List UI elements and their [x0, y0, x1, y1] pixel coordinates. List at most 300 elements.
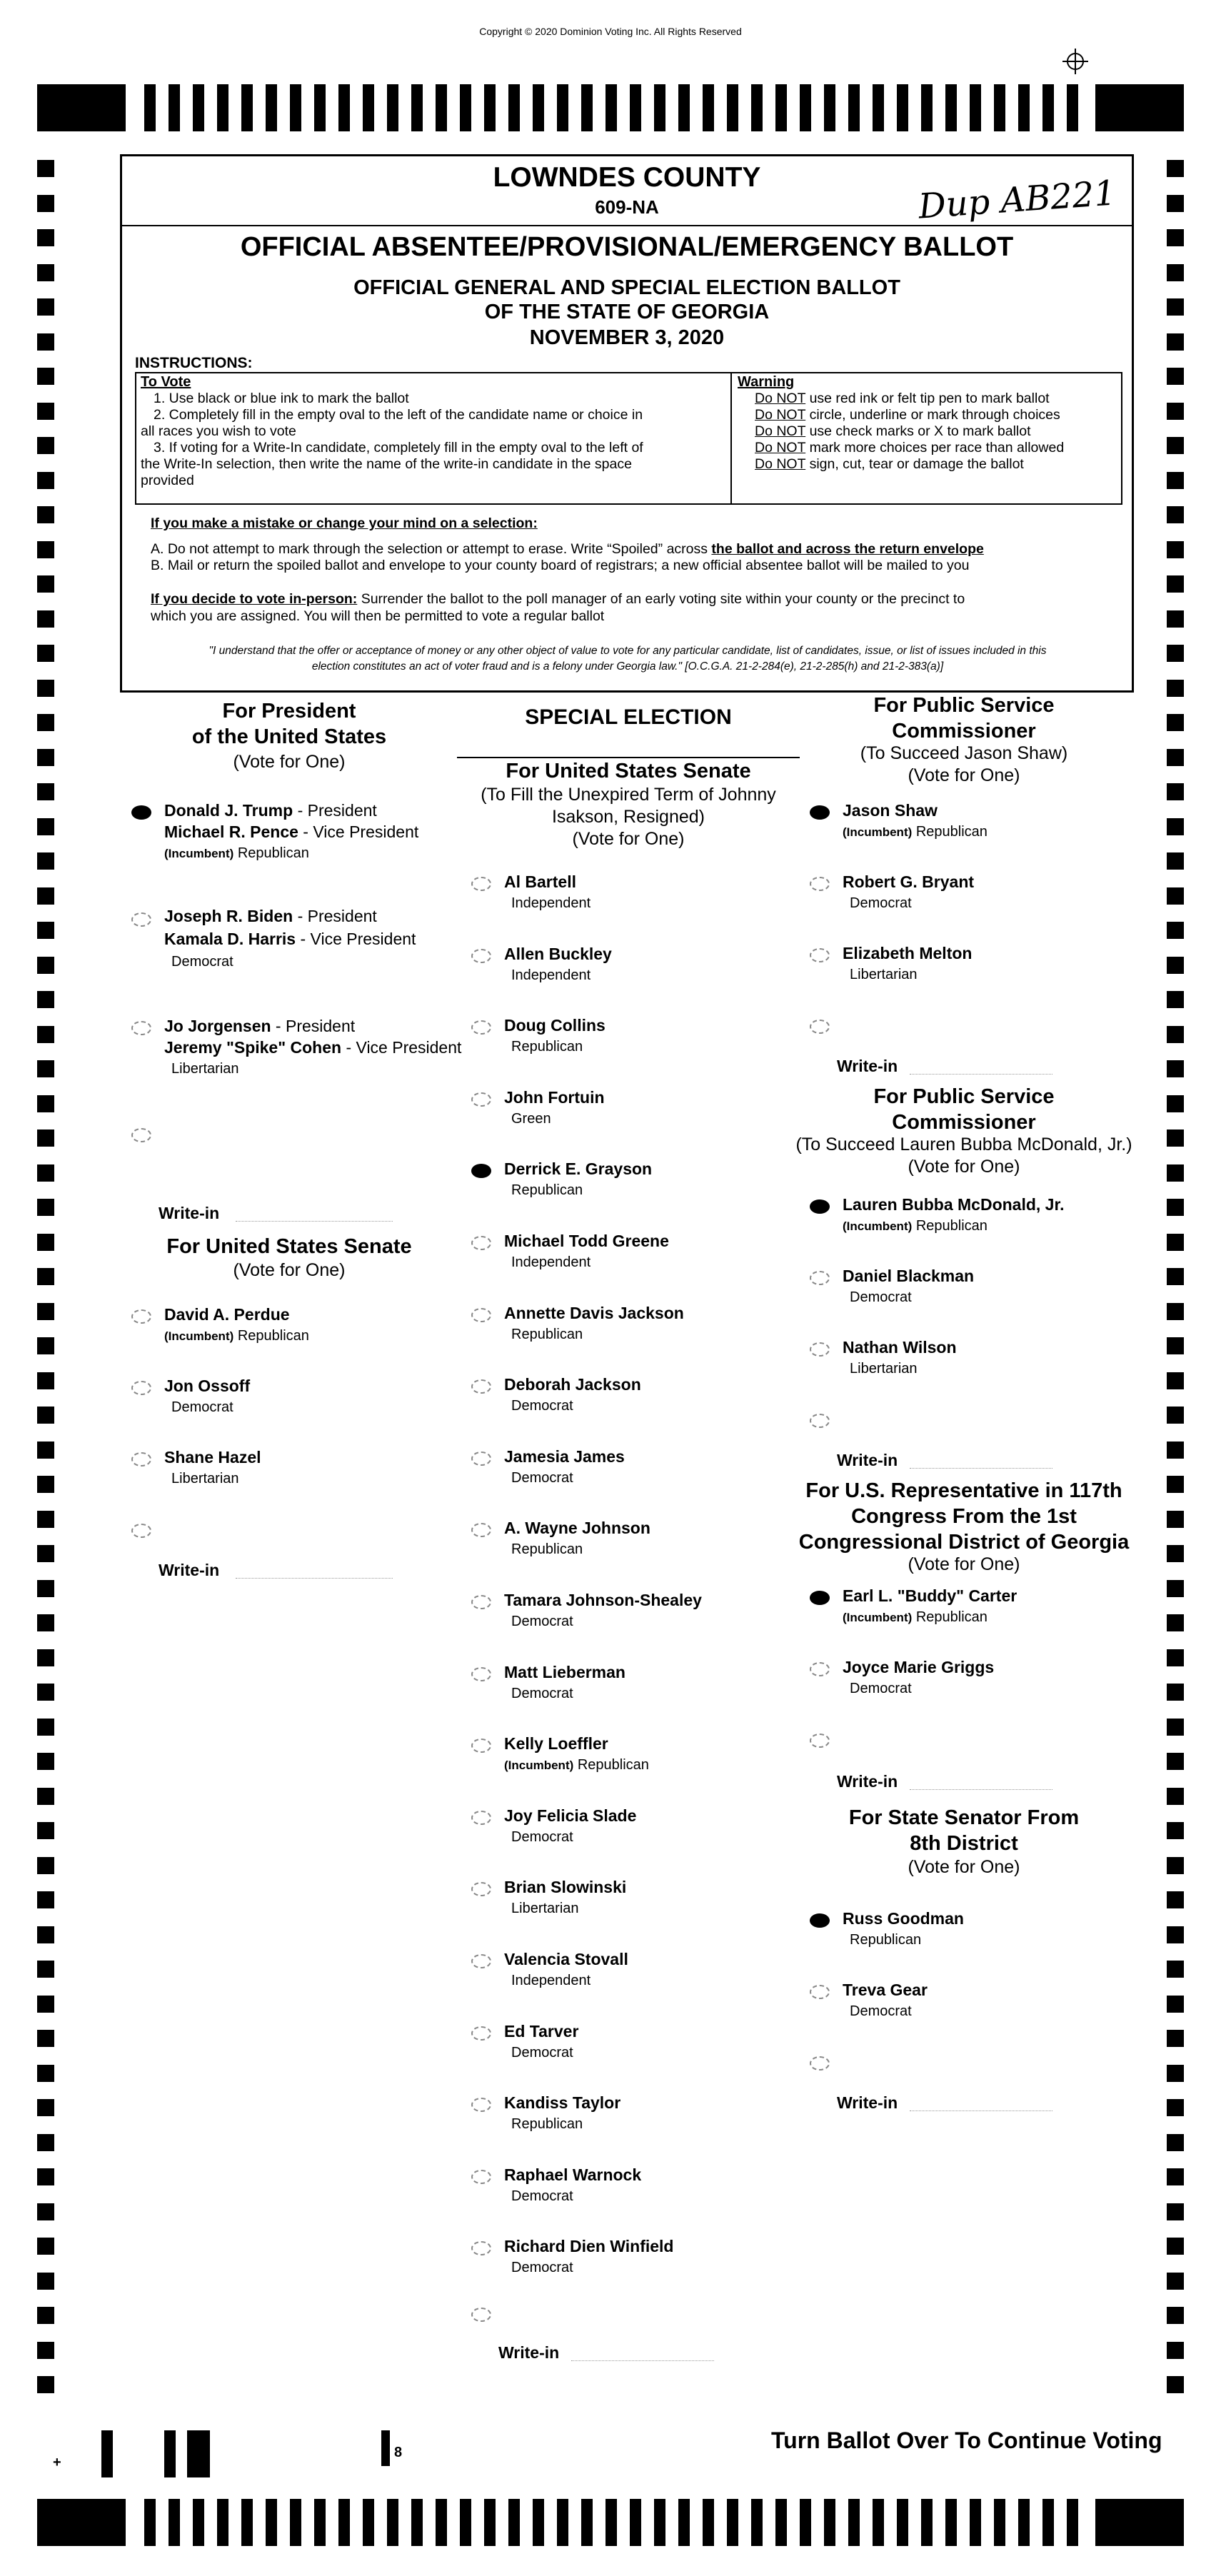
timing-mark — [37, 1164, 54, 1182]
timing-bar-block — [1095, 84, 1184, 131]
psc-shaw-oval[interactable] — [810, 877, 830, 891]
timing-mark — [1167, 1337, 1184, 1354]
senate-oval-perdue[interactable] — [131, 1309, 151, 1324]
candidate-party: Independent — [511, 1254, 591, 1270]
timing-mark — [37, 1095, 54, 1112]
timing-bar — [411, 84, 423, 131]
to-vote-line: provided — [141, 473, 194, 488]
timing-bar — [945, 84, 957, 131]
candidate-name: Kelly Loeffler — [504, 1734, 608, 1754]
write-in-line[interactable] — [910, 1074, 1052, 1075]
timing-mark — [1167, 1614, 1184, 1631]
timing-mark — [37, 714, 54, 731]
timing-mark — [37, 437, 54, 454]
congress-vote-for: (Vote for One) — [908, 1554, 1020, 1574]
timing-mark — [37, 195, 54, 212]
timing-mark — [37, 1442, 54, 1459]
timing-bar — [460, 2499, 471, 2546]
special-senate-oval[interactable] — [471, 1379, 491, 1394]
special-senate-write-in-oval[interactable] — [471, 2308, 491, 2322]
warning-line: Do NOT circle, underline or mark through choices — [755, 407, 1060, 423]
timing-mark — [37, 1303, 54, 1320]
timing-mark — [37, 368, 54, 385]
congress-title: For U.S. Representative in 117th Congress From the 1st Congressional District of Georgia — [798, 1479, 1130, 1554]
timing-mark — [1167, 1303, 1184, 1320]
timing-mark — [37, 1614, 54, 1631]
congress-oval[interactable] — [810, 1591, 830, 1605]
senate-oval-hazel[interactable] — [131, 1452, 151, 1466]
candidate-party: Libertarian — [850, 1361, 918, 1377]
candidate-name: Shane Hazel — [164, 1448, 261, 1466]
timing-bar — [581, 84, 593, 131]
timing-bar — [557, 84, 568, 131]
psc-mcdonald-oval[interactable] — [810, 1199, 830, 1214]
timing-mark — [1167, 1164, 1184, 1182]
footer-mark — [101, 2430, 113, 2477]
president-oval-jorgensen[interactable] — [131, 1021, 151, 1035]
write-in-label: Write-in — [837, 2093, 898, 2112]
in-person-line-2: which you are assigned. You will then be permitted to vote a regular ballot — [151, 608, 605, 624]
timing-mark — [37, 1060, 54, 1077]
special-senate-oval[interactable] — [471, 1451, 491, 1466]
timing-bar — [751, 84, 763, 131]
timing-mark — [1167, 1719, 1184, 1736]
candidate-party: Libertarian — [511, 1901, 579, 1917]
special-senate-oval[interactable] — [471, 1882, 491, 1896]
timing-bar — [266, 84, 277, 131]
timing-mark — [1167, 1891, 1184, 1908]
timing-bar — [678, 84, 690, 131]
write-in-line[interactable] — [910, 2110, 1052, 2111]
candidate-party: Democrat — [850, 1289, 912, 1305]
state-senate-vote-for: (Vote for One) — [908, 1857, 1020, 1877]
psc-mcdonald-oval[interactable] — [810, 1342, 830, 1357]
candidate-name: Raphael Warnock — [504, 2165, 642, 2184]
timing-mark — [37, 160, 54, 177]
psc-shaw-oval[interactable] — [810, 805, 830, 820]
timing-bar — [581, 2499, 593, 2546]
instructions-heading: INSTRUCTIONS: — [135, 355, 253, 371]
timing-mark — [1167, 575, 1184, 593]
candidate-party: Democrat — [511, 1398, 573, 1414]
candidate-party: Republican — [511, 1541, 583, 1558]
timing-bar — [193, 84, 204, 131]
timing-bar — [945, 2499, 957, 2546]
special-senate-oval[interactable] — [471, 1595, 491, 1609]
candidate-name: Joy Felicia Slade — [504, 1806, 637, 1825]
candidate-party: Democrat — [511, 1685, 573, 1701]
president-write-in-label: Write-in — [159, 1204, 220, 1222]
timing-bar — [727, 2499, 738, 2546]
congress-write-in-oval[interactable] — [810, 1734, 830, 1748]
timing-bar — [314, 84, 326, 131]
timing-mark — [1167, 1234, 1184, 1251]
timing-bar — [436, 2499, 447, 2546]
timing-bar — [290, 84, 301, 131]
timing-mark — [37, 229, 54, 246]
timing-mark — [37, 1891, 54, 1908]
write-in-line[interactable] — [910, 1789, 1052, 1790]
timing-mark — [1167, 1753, 1184, 1770]
timing-bar — [751, 2499, 763, 2546]
timing-mark — [1167, 1788, 1184, 1805]
voter-fraud-oath: "I understand that the offer or acceptance of money or any other object of value to vote for any particular candidate, list of candidates, issue, or list of issues included in this election constitutes an act of voter fraud and is a felony under Georgia law." [O.C.G.A. 21-2-284(e), 21-2-285(h) and 21-2-383(a)] — [208, 645, 1047, 673]
timing-mark — [1167, 957, 1184, 974]
candidate-party: Libertarian — [850, 967, 918, 982]
special-senate-oval[interactable] — [471, 2098, 491, 2112]
candidate-name: Jason Shaw — [843, 801, 938, 820]
timing-mark — [37, 575, 54, 593]
candidate-name: Al Bartell — [504, 872, 576, 891]
special-senate-oval[interactable] — [471, 2170, 491, 2184]
psc-shaw-title: For Public Service Commissioner — [873, 694, 1055, 743]
timing-mark — [37, 1857, 54, 1874]
write-in-line[interactable] — [571, 2360, 714, 2361]
candidate-name: Brian Slowinski — [504, 1878, 627, 1897]
timing-mark — [37, 2342, 54, 2359]
senate-write-in-label: Write-in — [159, 1561, 220, 1579]
candidate-party: (Incumbent) Republican — [843, 1218, 988, 1234]
timing-bar — [1018, 84, 1030, 131]
special-senate-oval[interactable] — [471, 1020, 491, 1035]
special-senate-oval[interactable] — [471, 1308, 491, 1322]
timing-bar — [169, 84, 180, 131]
special-senate-oval[interactable] — [471, 1236, 491, 1250]
timing-mark — [1167, 991, 1184, 1008]
special-senate-oval[interactable] — [471, 1811, 491, 1825]
special-senate-oval[interactable] — [471, 1954, 491, 1968]
timing-bar — [921, 84, 933, 131]
timing-mark — [37, 1268, 54, 1285]
ballot-code: 609-NA — [595, 196, 659, 218]
timing-mark — [37, 541, 54, 558]
senate-title: For United States Senate — [166, 1235, 412, 1258]
timing-bar — [169, 2499, 180, 2546]
timing-bar — [533, 84, 544, 131]
candidate-party: Independent — [511, 895, 591, 911]
candidate-party: (Incumbent) Republican — [504, 1757, 649, 1773]
timing-bar — [970, 2499, 981, 2546]
candidate-name: Kandiss Taylor — [504, 2093, 621, 2113]
candidate-name: Treva Gear — [843, 1981, 928, 1999]
timing-mark — [37, 1337, 54, 1354]
timing-mark — [37, 991, 54, 1008]
candidate-party: Republican — [511, 1326, 583, 1342]
candidate-name: Richard Dien Winfield — [504, 2237, 674, 2256]
timing-bar — [1042, 2499, 1054, 2546]
timing-mark — [1167, 1060, 1184, 1077]
psc-mcdonald-write-in-oval[interactable] — [810, 1414, 830, 1428]
candidate-name: Nathan Wilson — [843, 1338, 957, 1357]
congress-oval[interactable] — [810, 1662, 830, 1676]
top-timing-marks — [37, 84, 1184, 131]
candidate-party: Democrat — [511, 2188, 573, 2204]
state-senate-oval[interactable] — [810, 1913, 830, 1928]
timing-bar — [606, 84, 617, 131]
timing-mark — [37, 1476, 54, 1493]
candidate-party: Democrat — [850, 1681, 912, 1696]
timing-bar — [1067, 2499, 1078, 2546]
candidate-party: Democrat — [511, 2044, 573, 2061]
to-vote-line: all races you wish to vote — [141, 423, 296, 439]
timing-mark — [37, 1822, 54, 1839]
state-senate-write-in-oval[interactable] — [810, 2056, 830, 2071]
election-subtitle-1: OFFICIAL GENERAL AND SPECIAL ELECTION BALLOT — [353, 276, 900, 299]
timing-mark — [1167, 922, 1184, 939]
running-mate-name: Michael R. Pence - Vice President — [164, 822, 419, 841]
special-senate-oval[interactable] — [471, 1164, 491, 1178]
timing-bar — [1042, 84, 1054, 131]
timing-mark — [37, 1545, 54, 1562]
timing-mark — [37, 2168, 54, 2185]
footer-mark — [187, 2430, 199, 2477]
candidate-party: Democrat — [511, 1828, 573, 1845]
timing-mark — [1167, 1822, 1184, 1839]
president-oval-trump[interactable] — [131, 805, 151, 820]
timing-mark — [37, 818, 54, 835]
to-vote-line: 3. If voting for a Write-In candidate, completely fill in the empty oval to the left of — [154, 440, 643, 456]
special-senate-oval[interactable] — [471, 1523, 491, 1537]
candidate-name: Jamesia James — [504, 1447, 625, 1466]
timing-mark — [1167, 1684, 1184, 1701]
header-divider — [122, 225, 1132, 226]
candidate-party: Republican — [511, 2116, 583, 2133]
timing-mark — [37, 1788, 54, 1805]
ballot-header — [120, 154, 1134, 693]
running-mate-name: Jeremy "Spike" Cohen - Vice President — [164, 1038, 462, 1057]
timing-mark — [37, 1996, 54, 2013]
timing-mark — [1167, 298, 1184, 316]
timing-bar — [217, 2499, 228, 2546]
special-senate-oval[interactable] — [471, 1092, 491, 1107]
timing-mark — [37, 2203, 54, 2220]
timing-bar — [848, 84, 860, 131]
special-senate-sub: (To Fill the Unexpired Term of Johnny Isakson, Resigned) (Vote for One) — [481, 785, 776, 849]
copyright-notice: Copyright © 2020 Dominion Voting Inc. All Rights Reserved — [479, 26, 742, 37]
timing-bar — [266, 2499, 277, 2546]
candidate-party: (Incumbent) Republican — [843, 824, 988, 840]
timing-bar — [460, 84, 471, 131]
candidate-party: Democrat — [850, 2003, 912, 2019]
candidate-party: Libertarian — [171, 1471, 239, 1486]
timing-mark — [37, 2238, 54, 2255]
president-oval-biden[interactable] — [131, 912, 151, 927]
timing-mark — [37, 264, 54, 281]
timing-mark — [1167, 195, 1184, 212]
special-senate-oval[interactable] — [471, 877, 491, 891]
psc-shaw-oval[interactable] — [810, 948, 830, 962]
timing-mark — [1167, 1580, 1184, 1597]
candidate-name: Robert G. Bryant — [843, 872, 975, 891]
psc-shaw-sub: (To Succeed Jason Shaw) (Vote for One) — [860, 743, 1068, 785]
senate-write-in-line[interactable] — [236, 1578, 393, 1579]
timing-bar — [775, 2499, 787, 2546]
timing-bar — [387, 84, 398, 131]
to-vote-line: 2. Completely fill in the empty oval to the left of the candidate name or choice in — [154, 407, 643, 423]
timing-bar — [994, 84, 1005, 131]
candidate-party: Democrat — [511, 1614, 573, 1629]
timing-mark — [1167, 852, 1184, 870]
timing-mark — [1167, 2238, 1184, 2255]
timing-mark — [37, 645, 54, 662]
timing-bar — [606, 2499, 617, 2546]
candidate-party: Republican — [511, 1182, 583, 1199]
candidate-name: Deborah Jackson — [504, 1375, 641, 1394]
candidate-party: (Incumbent) Republican — [164, 1328, 309, 1344]
handwritten-note: Dup AB221 — [917, 173, 1117, 227]
president-title: For President of the United States — [191, 700, 387, 748]
to-vote-line: the Write-In selection, then write the name of the write-in candidate in the space — [141, 456, 632, 472]
candidate-name: Allen Buckley — [504, 944, 612, 963]
timing-bar — [970, 84, 981, 131]
timing-mark — [1167, 264, 1184, 281]
timing-bar — [994, 2499, 1005, 2546]
candidate-party: Green — [511, 1110, 551, 1127]
timing-bar — [703, 2499, 714, 2546]
timing-mark — [37, 333, 54, 351]
timing-bar — [241, 2499, 253, 2546]
candidate-party: (Incumbent) Republican — [164, 845, 309, 861]
candidate-party: Democrat — [171, 954, 233, 970]
candidate-name: Joyce Marie Griggs — [843, 1658, 995, 1676]
timing-mark — [37, 2030, 54, 2047]
candidate-name: David A. Perdue — [164, 1305, 290, 1324]
warning-line: Do NOT mark more choices per race than allowed — [755, 440, 1065, 456]
candidate-party: Democrat — [511, 2260, 573, 2276]
timing-mark — [37, 1684, 54, 1701]
timing-bar — [654, 2499, 665, 2546]
timing-bar — [630, 84, 641, 131]
candidate-name: A. Wayne Johnson — [504, 1519, 650, 1538]
timing-mark — [1167, 2376, 1184, 2393]
timing-mark — [1167, 160, 1184, 177]
special-senate-oval[interactable] — [471, 949, 491, 963]
candidate-name: Ed Tarver — [504, 2021, 579, 2041]
timing-mark — [1167, 1476, 1184, 1493]
candidate-name: John Fortuin — [504, 1087, 605, 1107]
warning-line: Do NOT sign, cut, tear or damage the ballot — [755, 456, 1024, 472]
candidate-party: Democrat — [850, 895, 912, 911]
candidate-name: Elizabeth Melton — [843, 944, 973, 962]
timing-mark — [37, 472, 54, 489]
timing-mark — [1167, 1407, 1184, 1424]
timing-mark — [1167, 1926, 1184, 1943]
mistake-heading: If you make a mistake or change your mind on a selection: — [151, 515, 538, 531]
timing-mark — [1167, 1961, 1184, 1978]
president-vote-for: (Vote for One) — [233, 752, 346, 772]
timing-bar — [533, 2499, 544, 2546]
timing-mark — [1167, 229, 1184, 246]
footer-mark — [199, 2430, 210, 2477]
timing-bar — [508, 2499, 520, 2546]
timing-mark — [1167, 610, 1184, 628]
timing-bar — [703, 84, 714, 131]
timing-bar — [873, 2499, 884, 2546]
timing-mark — [1167, 1649, 1184, 1666]
timing-bar — [363, 84, 374, 131]
timing-mark — [37, 403, 54, 420]
candidate-party: Independent — [511, 967, 591, 983]
candidate-party: Republican — [850, 1932, 922, 1948]
candidate-name: Matt Lieberman — [504, 1662, 625, 1681]
timing-mark — [37, 2307, 54, 2324]
timing-mark — [37, 783, 54, 800]
timing-mark — [37, 1026, 54, 1043]
timing-bar — [873, 84, 884, 131]
timing-mark — [1167, 2065, 1184, 2082]
special-senate-oval[interactable] — [471, 1667, 491, 1681]
timing-mark — [1167, 1996, 1184, 2013]
timing-mark — [37, 1926, 54, 1943]
timing-mark — [37, 1961, 54, 1978]
timing-mark — [37, 298, 54, 316]
timing-mark — [37, 1407, 54, 1424]
write-in-label: Write-in — [837, 1057, 898, 1075]
candidate-party: Libertarian — [171, 1061, 239, 1077]
timing-bar — [338, 84, 350, 131]
timing-bar — [654, 84, 665, 131]
timing-mark — [1167, 2307, 1184, 2324]
senate-oval-ossoff[interactable] — [131, 1381, 151, 1395]
senate-oval-write-in[interactable] — [131, 1524, 151, 1538]
timing-mark — [1167, 645, 1184, 662]
write-in-label: Write-in — [837, 1451, 898, 1469]
timing-bar — [800, 84, 811, 131]
timing-bar — [363, 2499, 374, 2546]
special-senate-oval[interactable] — [471, 2026, 491, 2041]
timing-mark — [37, 2134, 54, 2151]
candidate-name: Daniel Blackman — [843, 1267, 975, 1285]
president-write-in-line[interactable] — [236, 1221, 393, 1222]
write-in-line[interactable] — [910, 1468, 1052, 1469]
warning-line: Do NOT use red ink or felt tip pen to mark ballot — [755, 391, 1050, 406]
state-senate-oval[interactable] — [810, 1985, 830, 1999]
timing-mark — [1167, 714, 1184, 731]
special-senate-oval[interactable] — [471, 1739, 491, 1753]
candidate-name: Russ Goodman — [843, 1909, 964, 1928]
mistake-instruction-b: B. Mail or return the spoiled ballot and envelope to your county board of registrars; a new official absentee ballot will be mailed to you — [151, 558, 970, 573]
timing-mark — [1167, 1372, 1184, 1389]
candidate-name: Jo Jorgensen - President — [164, 1017, 356, 1035]
special-senate-oval[interactable] — [471, 2241, 491, 2255]
timing-mark — [1167, 541, 1184, 558]
candidate-party: Democrat — [511, 1469, 573, 1486]
timing-mark — [37, 1234, 54, 1251]
election-date: NOVEMBER 3, 2020 — [529, 326, 725, 349]
candidate-party: Republican — [511, 1039, 583, 1055]
timing-bar — [290, 2499, 301, 2546]
president-oval-write-in[interactable] — [131, 1128, 151, 1142]
timing-bar — [727, 84, 738, 131]
timing-mark — [37, 1129, 54, 1147]
candidate-name: Earl L. "Buddy" Carter — [843, 1586, 1018, 1605]
timing-mark — [1167, 680, 1184, 697]
warning-line: Do NOT use check marks or X to mark ballot — [755, 423, 1031, 439]
psc-mcdonald-title: For Public Service Commissioner — [873, 1085, 1055, 1134]
candidate-name: Tamara Johnson-Shealey — [504, 1591, 702, 1609]
psc-shaw-write-in-oval[interactable] — [810, 1020, 830, 1034]
timing-mark — [1167, 1511, 1184, 1528]
to-vote-heading: To Vote — [141, 374, 191, 390]
timing-mark — [1167, 2099, 1184, 2116]
timing-mark — [37, 2099, 54, 2116]
timing-mark — [1167, 472, 1184, 489]
timing-mark — [1167, 368, 1184, 385]
timing-mark — [37, 852, 54, 870]
timing-mark — [37, 1372, 54, 1389]
psc-mcdonald-oval[interactable] — [810, 1271, 830, 1285]
write-in-label: Write-in — [498, 2343, 560, 2362]
